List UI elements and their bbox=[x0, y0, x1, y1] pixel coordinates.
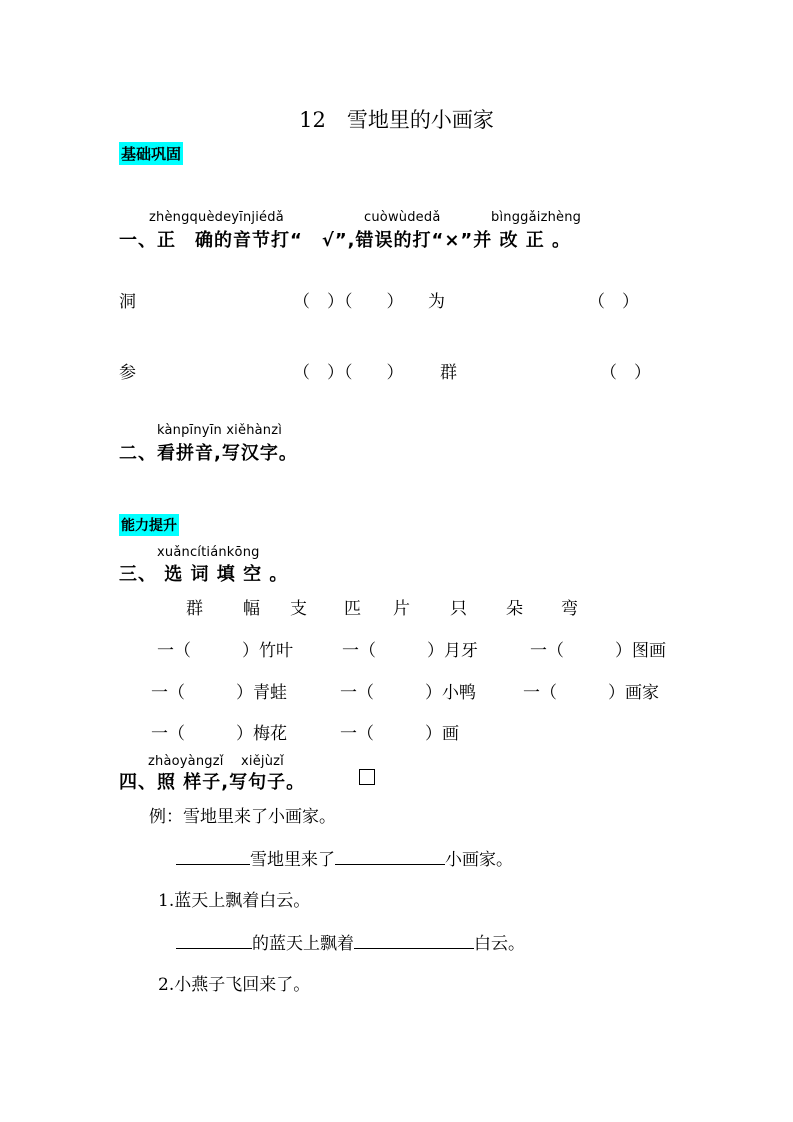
page-title: 12 雪地里的小画家 bbox=[299, 108, 494, 132]
q1-row1-brackets[interactable]: （ ）（ ） bbox=[293, 292, 404, 312]
q3-heading: 三、 选 词 填 空 。 bbox=[119, 564, 289, 585]
word-bank-item: 朵 bbox=[506, 599, 523, 619]
q4-item1: 1.蓝天上飘着白云。 bbox=[158, 891, 311, 911]
word-bank-item: 支 bbox=[290, 599, 307, 619]
q3-row3-item1[interactable]: 一（ ）梅花 bbox=[151, 724, 287, 744]
q4-example: 例：雪地里来了小画家。 bbox=[149, 807, 336, 827]
section-basic-tag: 基础巩固 bbox=[119, 142, 183, 165]
q3-row1-item2[interactable]: 一（ ）月牙 bbox=[342, 641, 478, 661]
word-bank-item: 匹 bbox=[344, 599, 361, 619]
q4-item2: 2.小燕子飞回来了。 bbox=[158, 975, 311, 995]
item1-fill-mid: 的蓝天上飘着 bbox=[252, 934, 354, 954]
q3-row2-item3[interactable]: 一（ ）画家 bbox=[523, 683, 659, 703]
q2-heading: 二、看拼音,写汉字。 bbox=[119, 443, 298, 464]
q3-row3-item2[interactable]: 一（ ）画 bbox=[340, 724, 459, 744]
section-ability-tag: 能力提升 bbox=[119, 514, 179, 536]
q1-row1-char2: 为 bbox=[428, 292, 445, 312]
answer-blank[interactable] bbox=[176, 846, 250, 865]
word-bank-item: 幅 bbox=[243, 599, 260, 619]
q1-row1-brackets2[interactable]: （ ） bbox=[588, 292, 639, 312]
answer-blank[interactable] bbox=[354, 930, 474, 949]
example-fill-end: 小画家。 bbox=[445, 850, 513, 870]
word-bank-item: 片 bbox=[393, 599, 410, 619]
q1-pinyin-a: zhèngquèdeyīnjiédǎ bbox=[149, 210, 284, 225]
q3-pinyin: xuǎncítiánkōng bbox=[157, 545, 260, 560]
word-bank-item: 群 bbox=[186, 599, 203, 619]
q1-pinyin-b: cuòwùdedǎ bbox=[364, 210, 441, 225]
q3-row1-item3[interactable]: 一（ ）图画 bbox=[530, 641, 666, 661]
example-fill-mid: 雪地里来了 bbox=[250, 850, 335, 870]
q4-example-fill bbox=[176, 845, 513, 870]
q1-row2-brackets[interactable]: （ ）（ ） bbox=[293, 363, 404, 383]
q1-row1-char: 洞 bbox=[119, 292, 136, 312]
answer-blank[interactable] bbox=[176, 930, 252, 949]
q3-row2-item2[interactable]: 一（ ）小鸭 bbox=[340, 683, 476, 703]
item1-fill-end: 白云。 bbox=[474, 934, 525, 954]
q4-heading: 四、照 样子,写句子。 bbox=[119, 772, 306, 793]
checkbox-icon bbox=[359, 769, 375, 789]
word-bank-item: 只 bbox=[450, 599, 467, 619]
q4-item1-fill bbox=[176, 929, 525, 954]
q4-pinyin-a: zhàoyàngzǐ bbox=[148, 754, 224, 769]
q1-row2-char: 参 bbox=[119, 363, 136, 383]
q3-row2-item1[interactable]: 一（ ）青蛙 bbox=[151, 683, 287, 703]
q4-pinyin-b: xiějùzǐ bbox=[241, 754, 284, 769]
q1-heading: 一、正 确的音节打“ √”,错误的打“×”并 改 正 。 bbox=[119, 230, 572, 251]
answer-blank[interactable] bbox=[335, 846, 445, 865]
q2-pinyin: kànpīnyīn xiěhànzì bbox=[157, 423, 283, 438]
q1-row2-char2: 群 bbox=[440, 363, 457, 383]
word-bank-item: 弯 bbox=[561, 599, 578, 619]
q3-row1-item1[interactable]: 一（ ）竹叶 bbox=[157, 641, 293, 661]
word-bank bbox=[0, 594, 793, 618]
q1-pinyin-c: bìnggǎizhèng bbox=[491, 210, 582, 225]
q1-row2-brackets2[interactable]: （ ） bbox=[600, 363, 651, 383]
